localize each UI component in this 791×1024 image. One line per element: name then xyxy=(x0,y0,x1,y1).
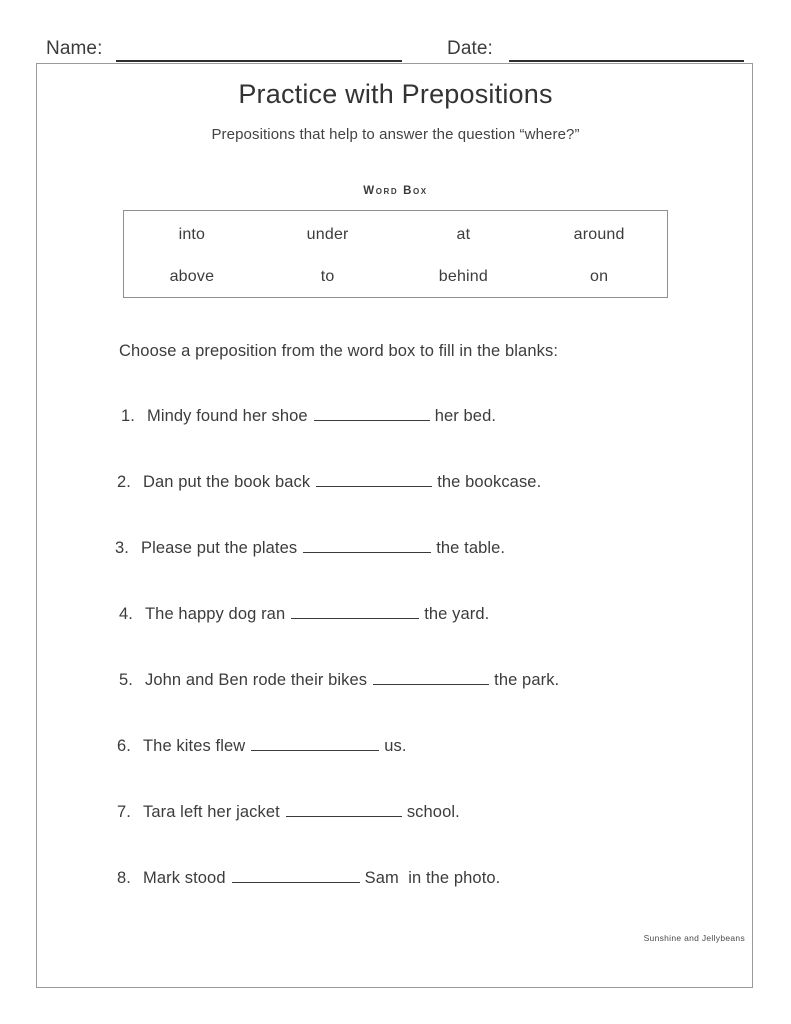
answer-blank[interactable] xyxy=(232,866,360,883)
word-box-word: around xyxy=(573,226,625,243)
instruction-text: Choose a preposition from the word box to fill in the blanks: xyxy=(119,342,558,360)
answer-blank[interactable] xyxy=(314,404,430,421)
date-label: Date: xyxy=(447,38,493,59)
question-text-before-blank: John and Ben rode their bikes xyxy=(145,670,368,689)
answer-blank[interactable] xyxy=(251,734,379,751)
question-text-after-blank: the park. xyxy=(494,670,560,689)
word-box-word: at xyxy=(456,226,471,243)
word-box-word: into xyxy=(178,226,206,243)
worksheet-sheet xyxy=(36,63,753,988)
question-number: 6. xyxy=(117,736,131,755)
question-text-after-blank: the yard. xyxy=(424,604,490,623)
question-number: 2. xyxy=(117,472,131,491)
question-number: 1. xyxy=(121,406,135,425)
question-text-before-blank: Dan put the book back xyxy=(143,472,311,491)
name-label: Name: xyxy=(46,38,103,59)
word-box-word: behind xyxy=(438,268,488,285)
page-title: Practice with Prepositions xyxy=(238,79,553,109)
answer-blank[interactable] xyxy=(316,470,432,487)
word-box xyxy=(123,210,668,298)
answer-blank[interactable] xyxy=(286,800,402,817)
question-text-after-blank: the bookcase. xyxy=(437,472,542,491)
answer-blank[interactable] xyxy=(373,668,489,685)
question-item xyxy=(117,800,460,822)
question-item xyxy=(119,668,559,690)
question-text-after-blank: school. xyxy=(406,802,460,821)
name-date-header xyxy=(0,36,791,64)
question-text-before-blank: Tara left her jacket xyxy=(143,802,280,821)
word-box-word: to xyxy=(320,268,335,285)
name-write-line[interactable] xyxy=(116,60,402,62)
word-box-word: above xyxy=(169,268,215,285)
question-text-after-blank: her bed. xyxy=(434,406,497,425)
word-box-word: on xyxy=(590,268,609,285)
word-box-word: under xyxy=(306,226,349,243)
question-text-after-blank: us. xyxy=(384,736,407,755)
page-subtitle: Prepositions that help to answer the question “where?” xyxy=(211,126,580,143)
word-box-row xyxy=(124,211,667,255)
question-text-before-blank: Please put the plates xyxy=(141,538,298,557)
answer-blank[interactable] xyxy=(291,602,419,619)
question-text-before-blank: The happy dog ran xyxy=(145,604,286,623)
question-item xyxy=(115,536,505,558)
question-item xyxy=(117,866,500,888)
question-item xyxy=(121,404,496,426)
answer-blank[interactable] xyxy=(303,536,431,553)
question-text-after-blank: the table. xyxy=(436,538,506,557)
question-number: 7. xyxy=(117,802,131,821)
question-text-after-blank: Sam in the photo. xyxy=(364,868,501,887)
question-item xyxy=(119,602,489,624)
credit-footer: Sunshine and Jellybeans xyxy=(643,933,745,943)
question-number: 5. xyxy=(119,670,133,689)
question-number: 3. xyxy=(115,538,129,557)
question-item xyxy=(117,734,407,756)
question-number: 8. xyxy=(117,868,131,887)
question-item xyxy=(117,470,541,492)
question-number: 4. xyxy=(119,604,133,623)
word-box-row xyxy=(124,255,667,299)
question-text-before-blank: Mark stood xyxy=(143,868,226,887)
date-write-line[interactable] xyxy=(509,60,744,62)
word-box-label: Word Box xyxy=(363,185,428,197)
question-text-before-blank: Mindy found her shoe xyxy=(147,406,308,425)
question-text-before-blank: The kites flew xyxy=(143,736,246,755)
